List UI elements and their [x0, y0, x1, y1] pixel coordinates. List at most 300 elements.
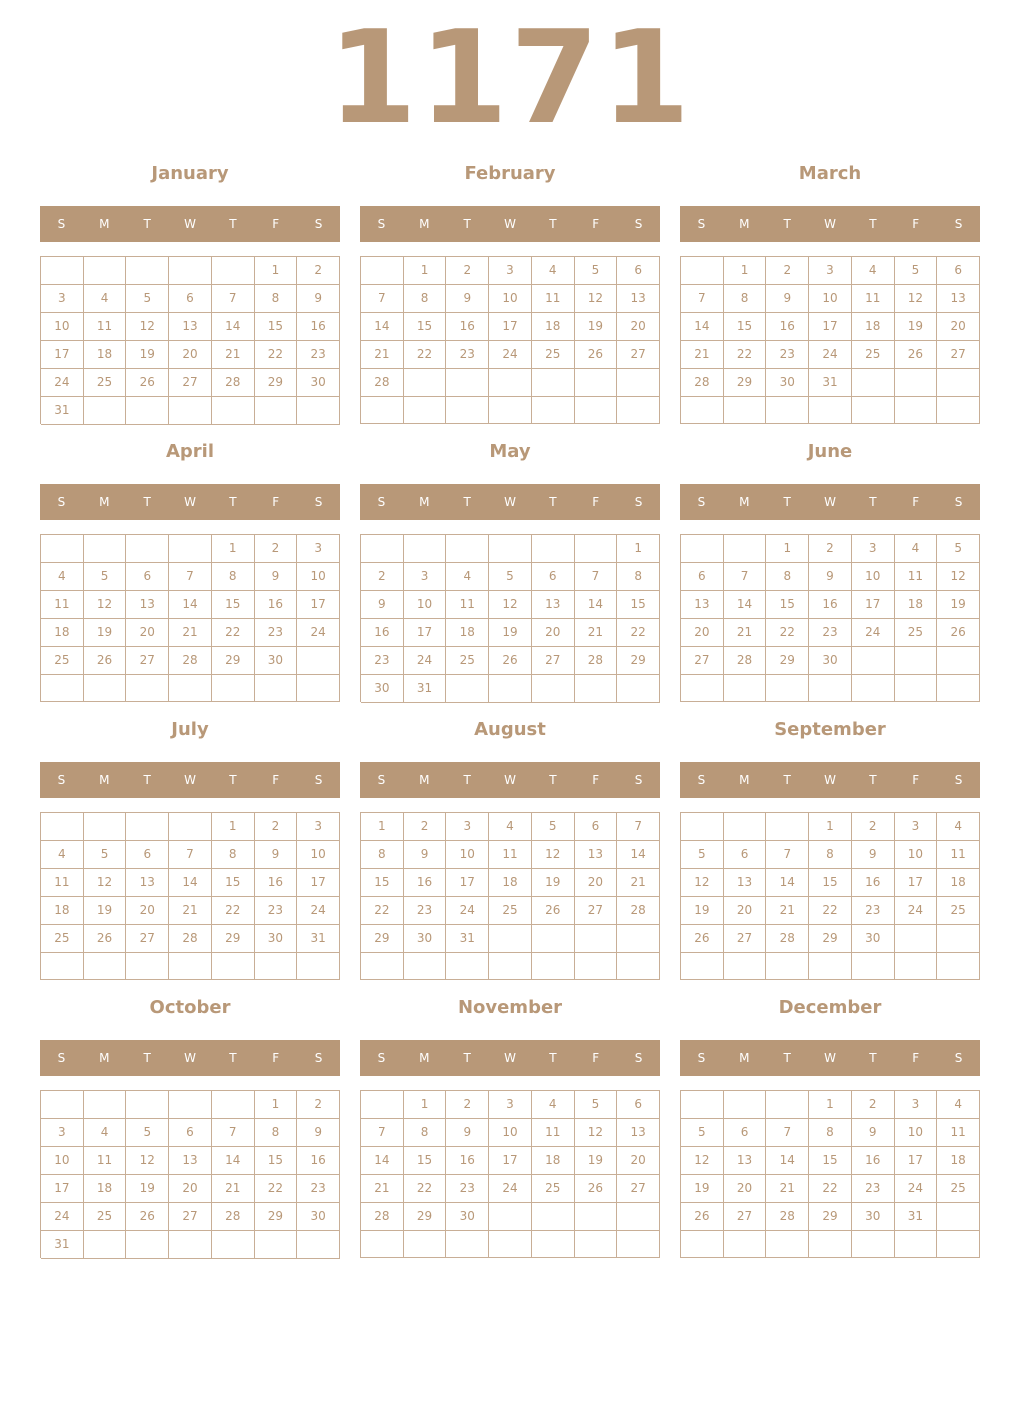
day-cell: 16	[446, 313, 489, 341]
day-cell: 30	[297, 1203, 340, 1231]
month-name: March	[798, 163, 862, 184]
empty-cell	[681, 535, 724, 563]
day-cell: 13	[617, 1119, 660, 1147]
month-name: February	[464, 163, 556, 184]
day-cell: 31	[404, 675, 447, 703]
empty-cell	[809, 1231, 852, 1258]
day-cell: 5	[575, 1091, 618, 1119]
day-cell: 24	[809, 341, 852, 369]
day-cell: 3	[41, 1119, 84, 1147]
weekday-label: T	[783, 1051, 791, 1065]
day-cell: 21	[169, 619, 212, 647]
weekday-label: S	[954, 1051, 963, 1065]
empty-cell	[84, 675, 127, 702]
day-cell: 11	[84, 1147, 127, 1175]
day-cell: 6	[724, 1119, 767, 1147]
empty-cell	[575, 1231, 618, 1258]
empty-cell	[724, 535, 767, 563]
day-cell: 28	[361, 369, 404, 397]
empty-cell	[617, 397, 660, 424]
weekday-label: S	[377, 773, 386, 787]
day-cell: 19	[895, 313, 938, 341]
day-cell: 15	[361, 869, 404, 897]
day-cell: 3	[297, 813, 340, 841]
day-cell: 17	[852, 591, 895, 619]
day-cell: 27	[617, 1175, 660, 1203]
day-cell: 5	[895, 257, 938, 285]
empty-cell	[126, 257, 169, 285]
empty-cell	[297, 647, 340, 675]
weekday-label: M	[739, 495, 750, 509]
day-cell: 7	[361, 1119, 404, 1147]
day-cell: 19	[575, 1147, 618, 1175]
day-cell: 26	[895, 341, 938, 369]
weekday-label: S	[634, 495, 643, 509]
day-cell: 27	[724, 925, 767, 953]
empty-cell	[575, 397, 618, 424]
weekday-label: T	[549, 495, 557, 509]
day-cell: 17	[297, 869, 340, 897]
day-cell: 25	[84, 1203, 127, 1231]
day-cell: 31	[895, 1203, 938, 1231]
weekday-label: T	[463, 495, 471, 509]
day-cell: 17	[895, 1147, 938, 1175]
empty-cell	[937, 1203, 980, 1231]
day-cell: 18	[84, 1175, 127, 1203]
empty-cell	[41, 535, 84, 563]
weekday-label: T	[869, 495, 877, 509]
day-cell: 18	[532, 313, 575, 341]
day-cell: 13	[724, 1147, 767, 1175]
day-cell: 8	[809, 1119, 852, 1147]
day-cell: 22	[255, 1175, 298, 1203]
day-cell: 16	[255, 591, 298, 619]
day-cell: 10	[446, 841, 489, 869]
empty-cell	[361, 1091, 404, 1119]
day-cell: 26	[126, 369, 169, 397]
empty-cell	[255, 953, 298, 980]
empty-cell	[532, 675, 575, 703]
weekday-label: T	[143, 217, 151, 231]
day-cell: 10	[404, 591, 447, 619]
day-cell: 15	[617, 591, 660, 619]
day-cell: 15	[809, 1147, 852, 1175]
day-cell: 29	[255, 1203, 298, 1231]
empty-cell	[937, 397, 980, 424]
day-cell: 23	[361, 647, 404, 675]
day-cell: 22	[617, 619, 660, 647]
empty-cell	[895, 675, 938, 702]
day-cell: 9	[852, 1119, 895, 1147]
day-cell: 1	[809, 813, 852, 841]
day-cell: 25	[489, 897, 532, 925]
day-cell: 15	[404, 313, 447, 341]
day-cell: 2	[297, 257, 340, 285]
day-cell: 28	[169, 925, 212, 953]
empty-cell	[532, 1231, 575, 1258]
day-cell: 18	[84, 341, 127, 369]
day-cell: 17	[489, 313, 532, 341]
weekday-header	[680, 1040, 980, 1076]
empty-cell	[297, 675, 340, 702]
day-cell: 6	[169, 1119, 212, 1147]
weekday-label: M	[99, 217, 110, 231]
weekday-label: S	[314, 217, 323, 231]
day-cell: 2	[852, 1091, 895, 1119]
day-cell: 18	[41, 619, 84, 647]
empty-cell	[766, 953, 809, 980]
day-cell: 6	[937, 257, 980, 285]
weekday-label: W	[504, 495, 516, 509]
weekday-label: M	[419, 217, 430, 231]
day-cell: 28	[361, 1203, 404, 1231]
day-cell: 13	[575, 841, 618, 869]
empty-cell	[532, 535, 575, 563]
day-cell: 28	[681, 369, 724, 397]
day-grid	[40, 1090, 340, 1258]
day-cell: 30	[255, 647, 298, 675]
day-cell: 31	[446, 925, 489, 953]
empty-cell	[404, 535, 447, 563]
day-cell: 14	[361, 313, 404, 341]
day-cell: 20	[724, 1175, 767, 1203]
day-cell: 30	[404, 925, 447, 953]
day-cell: 9	[361, 591, 404, 619]
day-cell: 21	[169, 897, 212, 925]
weekday-label: M	[739, 1051, 750, 1065]
weekday-header	[40, 762, 340, 798]
day-cell: 9	[766, 285, 809, 313]
month-name: November	[457, 997, 563, 1018]
weekday-label: T	[463, 1051, 471, 1065]
weekday-label: W	[184, 773, 196, 787]
weekday-label: T	[229, 1051, 237, 1065]
day-cell: 2	[361, 563, 404, 591]
day-cell: 5	[681, 1119, 724, 1147]
empty-cell	[169, 1231, 212, 1259]
day-cell: 2	[297, 1091, 340, 1119]
day-cell: 31	[297, 925, 340, 953]
empty-cell	[617, 1231, 660, 1258]
day-grid	[40, 534, 340, 702]
weekday-label: W	[184, 1051, 196, 1065]
empty-cell	[575, 1203, 618, 1231]
day-cell: 21	[617, 869, 660, 897]
weekday-label: F	[272, 1051, 280, 1065]
weekday-label: W	[824, 773, 836, 787]
day-cell: 15	[255, 313, 298, 341]
day-cell: 3	[489, 257, 532, 285]
day-cell: 21	[766, 897, 809, 925]
empty-cell	[169, 953, 212, 980]
empty-cell	[126, 397, 169, 425]
day-cell: 5	[126, 1119, 169, 1147]
day-cell: 24	[297, 619, 340, 647]
day-cell: 22	[255, 341, 298, 369]
empty-cell	[446, 535, 489, 563]
weekday-label: M	[419, 495, 430, 509]
weekday-label: T	[463, 773, 471, 787]
day-cell: 5	[489, 563, 532, 591]
empty-cell	[852, 369, 895, 397]
day-cell: 18	[532, 1147, 575, 1175]
weekday-label: T	[869, 773, 877, 787]
weekday-label: T	[783, 773, 791, 787]
day-grid	[360, 534, 660, 702]
day-grid	[360, 812, 660, 980]
month-name: May	[489, 441, 531, 462]
weekday-label: F	[592, 773, 600, 787]
day-cell: 12	[895, 285, 938, 313]
day-cell: 20	[532, 619, 575, 647]
empty-cell	[361, 397, 404, 424]
weekday-header	[360, 484, 660, 520]
day-cell: 21	[361, 1175, 404, 1203]
day-cell: 6	[126, 841, 169, 869]
day-cell: 24	[297, 897, 340, 925]
day-cell: 3	[852, 535, 895, 563]
day-cell: 26	[84, 925, 127, 953]
day-cell: 28	[766, 1203, 809, 1231]
day-cell: 24	[852, 619, 895, 647]
weekday-header	[40, 206, 340, 242]
day-cell: 8	[255, 285, 298, 313]
day-cell: 4	[41, 563, 84, 591]
day-cell: 9	[297, 1119, 340, 1147]
empty-cell	[126, 1231, 169, 1259]
day-cell: 16	[361, 619, 404, 647]
weekday-label: S	[954, 773, 963, 787]
day-cell: 28	[724, 647, 767, 675]
day-cell: 3	[446, 813, 489, 841]
day-cell: 20	[169, 1175, 212, 1203]
day-cell: 29	[255, 369, 298, 397]
day-cell: 1	[255, 257, 298, 285]
empty-cell	[937, 953, 980, 980]
day-cell: 23	[297, 1175, 340, 1203]
weekday-label: T	[143, 1051, 151, 1065]
empty-cell	[84, 813, 127, 841]
day-cell: 16	[766, 313, 809, 341]
empty-cell	[724, 1091, 767, 1119]
empty-cell	[255, 397, 298, 425]
day-cell: 7	[766, 841, 809, 869]
day-cell: 15	[724, 313, 767, 341]
weekday-header	[360, 762, 660, 798]
empty-cell	[489, 397, 532, 424]
empty-cell	[84, 953, 127, 980]
day-cell: 21	[724, 619, 767, 647]
day-cell: 6	[617, 257, 660, 285]
day-cell: 1	[617, 535, 660, 563]
weekday-label: W	[504, 773, 516, 787]
day-cell: 7	[361, 285, 404, 313]
weekday-label: M	[419, 773, 430, 787]
empty-cell	[895, 397, 938, 424]
day-cell: 13	[169, 1147, 212, 1175]
month-name: April	[165, 441, 215, 462]
day-cell: 11	[84, 313, 127, 341]
day-cell: 25	[937, 1175, 980, 1203]
day-cell: 16	[852, 869, 895, 897]
empty-cell	[169, 397, 212, 425]
weekday-label: S	[314, 1051, 323, 1065]
day-cell: 28	[169, 647, 212, 675]
empty-cell	[41, 675, 84, 702]
day-cell: 2	[446, 1091, 489, 1119]
day-cell: 13	[937, 285, 980, 313]
day-cell: 1	[255, 1091, 298, 1119]
weekday-label: F	[912, 1051, 920, 1065]
day-cell: 11	[895, 563, 938, 591]
empty-cell	[724, 813, 767, 841]
weekday-label: S	[634, 1051, 643, 1065]
day-cell: 4	[852, 257, 895, 285]
day-cell: 19	[532, 869, 575, 897]
day-cell: 4	[937, 1091, 980, 1119]
day-cell: 16	[404, 869, 447, 897]
day-cell: 5	[126, 285, 169, 313]
day-cell: 5	[575, 257, 618, 285]
day-cell: 22	[361, 897, 404, 925]
weekday-label: F	[912, 495, 920, 509]
day-grid	[680, 256, 980, 424]
day-cell: 18	[937, 1147, 980, 1175]
day-cell: 15	[212, 591, 255, 619]
empty-cell	[575, 675, 618, 703]
empty-cell	[169, 1091, 212, 1119]
weekday-label: S	[57, 495, 66, 509]
day-cell: 2	[446, 257, 489, 285]
empty-cell	[255, 1231, 298, 1259]
empty-cell	[724, 675, 767, 702]
empty-cell	[617, 925, 660, 953]
weekday-label: F	[272, 217, 280, 231]
day-cell: 17	[489, 1147, 532, 1175]
day-cell: 2	[255, 813, 298, 841]
day-cell: 6	[724, 841, 767, 869]
empty-cell	[766, 397, 809, 424]
day-cell: 16	[255, 869, 298, 897]
day-cell: 2	[766, 257, 809, 285]
day-cell: 23	[446, 341, 489, 369]
empty-cell	[575, 535, 618, 563]
day-cell: 20	[126, 619, 169, 647]
weekday-label: T	[549, 217, 557, 231]
day-cell: 30	[361, 675, 404, 703]
day-cell: 22	[809, 1175, 852, 1203]
day-grid	[360, 256, 660, 424]
day-cell: 16	[297, 1147, 340, 1175]
day-cell: 10	[852, 563, 895, 591]
day-cell: 19	[681, 1175, 724, 1203]
day-cell: 3	[404, 563, 447, 591]
day-cell: 10	[41, 313, 84, 341]
day-cell: 6	[126, 563, 169, 591]
day-grid	[680, 1090, 980, 1258]
day-cell: 28	[212, 369, 255, 397]
day-cell: 31	[41, 1231, 84, 1259]
empty-cell	[126, 535, 169, 563]
empty-cell	[681, 675, 724, 702]
empty-cell	[617, 953, 660, 980]
day-cell: 20	[617, 1147, 660, 1175]
day-cell: 8	[617, 563, 660, 591]
day-cell: 27	[724, 1203, 767, 1231]
day-cell: 26	[937, 619, 980, 647]
weekday-label: W	[504, 1051, 516, 1065]
day-cell: 22	[766, 619, 809, 647]
weekday-label: F	[912, 217, 920, 231]
weekday-header	[680, 484, 980, 520]
day-cell: 19	[126, 1175, 169, 1203]
weekday-label: F	[272, 773, 280, 787]
day-cell: 9	[809, 563, 852, 591]
empty-cell	[937, 675, 980, 702]
day-cell: 8	[766, 563, 809, 591]
weekday-label: S	[57, 773, 66, 787]
day-cell: 14	[212, 1147, 255, 1175]
weekday-label: M	[739, 773, 750, 787]
empty-cell	[297, 397, 340, 425]
day-cell: 22	[404, 341, 447, 369]
day-cell: 4	[937, 813, 980, 841]
day-cell: 26	[489, 647, 532, 675]
day-cell: 25	[895, 619, 938, 647]
empty-cell	[169, 675, 212, 702]
day-cell: 17	[297, 591, 340, 619]
day-cell: 5	[532, 813, 575, 841]
empty-cell	[404, 369, 447, 397]
empty-cell	[489, 1231, 532, 1258]
day-grid	[680, 534, 980, 702]
day-cell: 26	[532, 897, 575, 925]
day-cell: 8	[361, 841, 404, 869]
day-cell: 29	[809, 1203, 852, 1231]
empty-cell	[575, 925, 618, 953]
day-cell: 30	[809, 647, 852, 675]
day-cell: 24	[404, 647, 447, 675]
day-cell: 29	[404, 1203, 447, 1231]
day-cell: 18	[852, 313, 895, 341]
empty-cell	[681, 1231, 724, 1258]
day-cell: 19	[126, 341, 169, 369]
day-cell: 29	[724, 369, 767, 397]
day-cell: 13	[126, 591, 169, 619]
month-name: December	[778, 997, 882, 1018]
weekday-label: F	[272, 495, 280, 509]
weekday-label: S	[57, 217, 66, 231]
empty-cell	[681, 1091, 724, 1119]
empty-cell	[681, 397, 724, 424]
empty-cell	[41, 813, 84, 841]
day-cell: 12	[681, 869, 724, 897]
year-title: 1171	[327, 4, 693, 153]
empty-cell	[446, 675, 489, 703]
day-cell: 9	[852, 841, 895, 869]
day-cell: 7	[169, 841, 212, 869]
empty-cell	[937, 647, 980, 675]
empty-cell	[212, 257, 255, 285]
empty-cell	[126, 953, 169, 980]
day-cell: 24	[489, 1175, 532, 1203]
day-cell: 19	[575, 313, 618, 341]
day-grid	[360, 1090, 660, 1258]
empty-cell	[532, 369, 575, 397]
empty-cell	[766, 813, 809, 841]
empty-cell	[446, 397, 489, 424]
weekday-label: S	[57, 1051, 66, 1065]
